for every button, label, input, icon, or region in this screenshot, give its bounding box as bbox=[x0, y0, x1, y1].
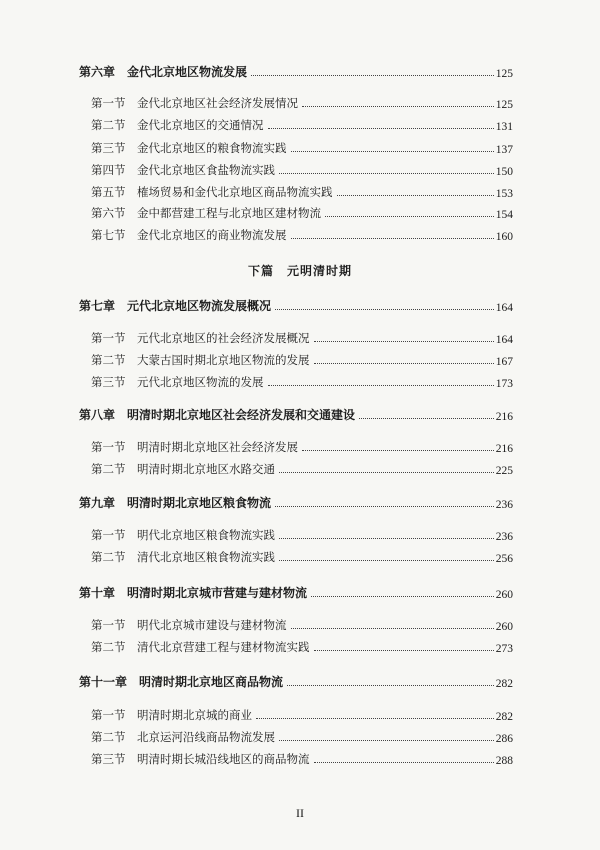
toc-page-number: 164 bbox=[495, 334, 513, 346]
toc-page-number: 286 bbox=[495, 733, 513, 745]
toc-section[interactable] bbox=[91, 117, 513, 133]
toc-page-number: 216 bbox=[495, 443, 513, 455]
toc-page-number: 256 bbox=[495, 553, 513, 565]
toc-entry-title: 第一节 明清时期北京地区社会经济发展 bbox=[91, 440, 298, 454]
toc-page-number: 236 bbox=[495, 531, 513, 543]
toc-page-number: 160 bbox=[495, 231, 513, 243]
toc-section[interactable] bbox=[91, 352, 513, 368]
toc-section[interactable] bbox=[91, 330, 513, 346]
toc-chapter-8[interactable] bbox=[79, 406, 513, 423]
toc-section[interactable] bbox=[91, 374, 513, 390]
toc-page-number: 273 bbox=[495, 643, 513, 655]
toc-page-number: 282 bbox=[495, 711, 513, 723]
toc-page-number: 154 bbox=[495, 209, 513, 221]
toc-entry-title: 第一节 金代北京地区社会经济发展情况 bbox=[91, 96, 298, 110]
toc-page-number: 236 bbox=[495, 499, 513, 511]
dot-leader bbox=[314, 762, 494, 763]
toc-entry-title: 第二节 大蒙古国时期北京地区物流的发展 bbox=[91, 353, 310, 367]
dot-leader bbox=[291, 238, 494, 239]
toc-chapter-7[interactable] bbox=[79, 297, 513, 314]
toc-entry-title: 第一节 明代北京城市建设与建材物流 bbox=[91, 618, 287, 632]
toc-chapter-10[interactable] bbox=[79, 584, 513, 601]
toc-entry-title: 第三节 明清时期长城沿线地区的商品物流 bbox=[91, 752, 310, 766]
dot-leader bbox=[279, 740, 494, 741]
dot-leader bbox=[275, 506, 494, 507]
dot-leader bbox=[314, 363, 494, 364]
dot-leader bbox=[279, 173, 494, 174]
dot-leader bbox=[251, 75, 494, 76]
toc-section[interactable] bbox=[91, 617, 513, 633]
dot-leader bbox=[325, 216, 494, 217]
toc-entry-title: 第三节 元代北京地区物流的发展 bbox=[91, 375, 264, 389]
toc-page-number: 137 bbox=[495, 144, 513, 156]
toc-page-number: 173 bbox=[495, 378, 513, 390]
toc-page-number: 288 bbox=[495, 755, 513, 767]
dot-leader bbox=[279, 560, 494, 561]
toc-entry-title: 第三节 金代北京地区的粮食物流实践 bbox=[91, 141, 287, 155]
toc-chapter-9[interactable] bbox=[79, 494, 513, 511]
toc-section[interactable] bbox=[91, 729, 513, 745]
toc-entry-title: 第二节 金代北京地区的交通情况 bbox=[91, 118, 264, 132]
toc-section[interactable] bbox=[91, 162, 513, 178]
dot-leader bbox=[291, 151, 494, 152]
dot-leader bbox=[337, 195, 494, 196]
toc-entry-title: 第二节 清代北京地区粮食物流实践 bbox=[91, 550, 275, 564]
toc-entry-title: 第六章 金代北京地区物流发展 bbox=[79, 65, 248, 79]
dot-leader bbox=[302, 450, 494, 451]
toc-section[interactable] bbox=[91, 205, 513, 221]
toc-entry-title: 第六节 金中都营建工程与北京地区建材物流 bbox=[91, 206, 321, 220]
toc-section[interactable] bbox=[91, 140, 513, 156]
dot-leader bbox=[279, 472, 494, 473]
toc-page-number: 125 bbox=[495, 99, 513, 111]
toc-page-number: 260 bbox=[495, 589, 513, 601]
toc-page-number: 131 bbox=[495, 121, 513, 133]
toc-section[interactable] bbox=[91, 527, 513, 543]
toc-entry-title: 第二节 清代北京营建工程与建材物流实践 bbox=[91, 640, 310, 654]
toc-page-number: 153 bbox=[495, 188, 513, 200]
toc-entry-title: 第九章 明清时期北京地区粮食物流 bbox=[79, 496, 272, 510]
dot-leader bbox=[359, 418, 494, 419]
toc-section[interactable] bbox=[91, 751, 513, 767]
part-title: 下篇 元明清时期 bbox=[247, 264, 352, 278]
toc-page-number: 164 bbox=[495, 302, 513, 314]
dot-leader bbox=[275, 309, 494, 310]
toc-entry-title: 第四节 金代北京地区食盐物流实践 bbox=[91, 163, 275, 177]
toc-section[interactable] bbox=[91, 639, 513, 655]
toc-page-number: 167 bbox=[495, 356, 513, 368]
toc-section[interactable] bbox=[91, 95, 513, 111]
toc-entry-title: 第五节 榷场贸易和金代北京地区商品物流实践 bbox=[91, 185, 333, 199]
toc-entry-title: 第二节 明清时期北京地区水路交通 bbox=[91, 462, 275, 476]
toc-section[interactable] bbox=[91, 549, 513, 565]
toc-section[interactable] bbox=[91, 227, 513, 243]
toc-entry-title: 第一节 明代北京地区粮食物流实践 bbox=[91, 528, 275, 542]
toc-entry-title: 第八章 明清时期北京地区社会经济发展和交通建设 bbox=[79, 408, 356, 422]
toc-entry-title: 第七节 金代北京地区的商业物流发展 bbox=[91, 228, 287, 242]
toc-entry-title: 第一节 明清时期北京城的商业 bbox=[91, 708, 252, 722]
page-footer-number: II bbox=[296, 806, 304, 820]
dot-leader bbox=[268, 128, 494, 129]
dot-leader bbox=[311, 596, 494, 597]
toc-page-number: 282 bbox=[495, 678, 513, 690]
toc-entry-title: 第十章 明清时期北京城市营建与建材物流 bbox=[79, 586, 308, 600]
toc-page-number: 216 bbox=[495, 411, 513, 423]
toc-section[interactable] bbox=[91, 184, 513, 200]
dot-leader bbox=[268, 385, 494, 386]
dot-leader bbox=[291, 628, 494, 629]
toc-page-number: 125 bbox=[495, 68, 513, 80]
dot-leader bbox=[287, 685, 494, 686]
dot-leader bbox=[256, 718, 494, 719]
dot-leader bbox=[314, 341, 494, 342]
toc-chapter-11[interactable] bbox=[79, 673, 513, 690]
toc-section[interactable] bbox=[91, 461, 513, 477]
toc-entry-title: 第七章 元代北京地区物流发展概况 bbox=[79, 299, 272, 313]
toc-entry-title: 第十一章 明清时期北京地区商品物流 bbox=[79, 675, 284, 689]
toc-entry-title: 第二节 北京运河沿线商品物流发展 bbox=[91, 730, 275, 744]
dot-leader bbox=[302, 106, 494, 107]
toc-section[interactable] bbox=[91, 439, 513, 455]
toc-page-number: 225 bbox=[495, 465, 513, 477]
toc-entry-title: 第一节 元代北京地区的社会经济发展概况 bbox=[91, 331, 310, 345]
dot-leader bbox=[279, 538, 494, 539]
toc-section[interactable] bbox=[91, 707, 513, 723]
dot-leader bbox=[314, 650, 494, 651]
toc-page-number: 260 bbox=[495, 621, 513, 633]
toc-chapter-6[interactable] bbox=[79, 63, 513, 80]
toc-page-number: 150 bbox=[495, 166, 513, 178]
